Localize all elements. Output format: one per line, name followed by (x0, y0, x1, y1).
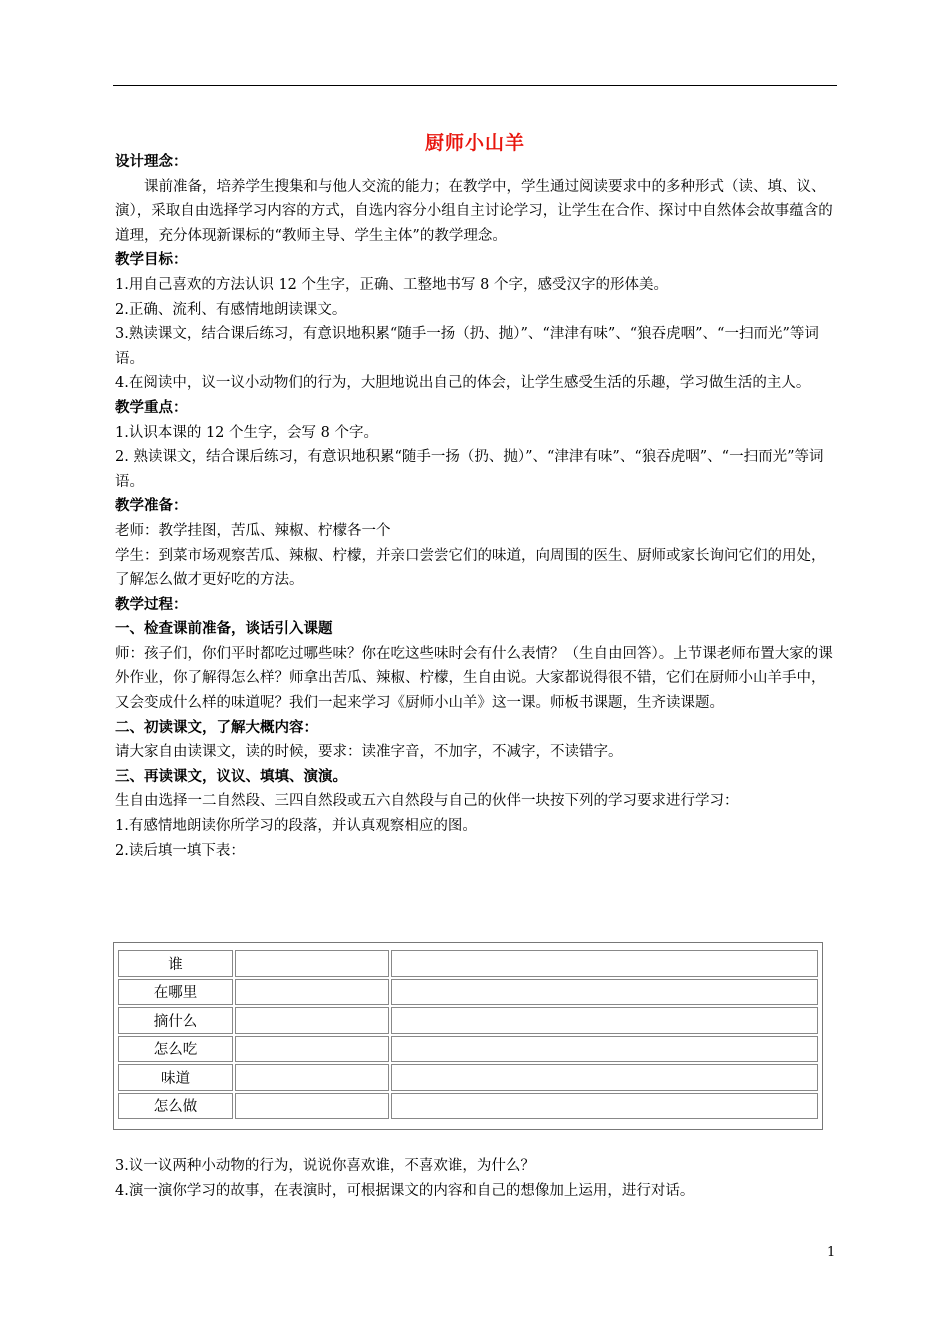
closing-items (115, 1154, 839, 1204)
goal-item: 3.熟读课文，结合课后练习，有意识地积累“随手一扬（扔、抛）”、“津津有味”、“狼吞虎咽”、“一扫而光”等词语。 (115, 326, 819, 367)
goal-item: 2.正确、流利、有感情地朗读课文。 (115, 301, 347, 318)
focus-item: 2. 熟读课文，结合课后练习，有意识地积累“随手一扬（扔、抛）”、“津津有味”、“狼吞虎咽”、“一扫而光”等词语。 (115, 449, 824, 490)
blank-cell (235, 1036, 389, 1063)
closing-line: 3.议一议两种小动物的行为，说说你喜欢谁，不喜欢谁，为什么？ (115, 1158, 535, 1174)
step3-heading: 三、再读课文，议议、填填、演演。 (115, 768, 347, 785)
table-row (118, 1093, 818, 1120)
step2-heading: 二、初读课文，了解大概内容： (115, 719, 318, 736)
table-row (118, 979, 818, 1006)
goals-heading: 教学目标： (115, 252, 188, 269)
goal-item: 1.用自己喜欢的方法认识 12 个生字，正确、工整地书写 8 个字，感受汉字的形体美。 (115, 276, 668, 293)
row-label: 怎么做 (118, 1093, 233, 1120)
blank-cell (391, 1007, 818, 1034)
fill-in-table-frame (113, 942, 823, 1130)
blank-cell (235, 979, 389, 1006)
blank-cell (391, 1036, 818, 1063)
blank-cell (391, 1064, 818, 1091)
blank-cell (235, 950, 389, 977)
step2-paragraph: 请大家自由读课文，读的时候，要求：读准字音，不加字，不减字，不读错字。 (115, 744, 623, 761)
table-row (118, 1007, 818, 1034)
focus-heading: 教学重点： (115, 399, 188, 416)
row-label: 摘什么 (118, 1007, 233, 1034)
header-rule (113, 85, 837, 86)
step3-line: 生自由选择一二自然段、三四自然段或五六自然段与自己的伙伴一块按下列的学习要求进行学习： (115, 793, 739, 810)
step1-paragraph: 师：孩子们，你们平时都吃过哪些味？你在吃这些味时会有什么表情？（生自由回答）。上节课老师布置大家的课外作业，你了解得怎么样？师拿出苦瓜、辣椒、柠檬，生自由说。大家都说得很不错，它们在厨师小山羊手中，又会变成什么样的味道呢？我们一起来学习《厨师小山羊》这一课。师板书课题，生齐读课题。 (115, 645, 833, 712)
blank-cell (391, 1093, 818, 1120)
step3-line: 2.读后填一填下表： (115, 842, 245, 859)
blank-cell (391, 979, 818, 1006)
row-label: 谁 (118, 950, 233, 977)
prep-item: 老师：教学挂图，苦瓜、辣椒、柠檬各一个 (115, 522, 391, 539)
blank-cell (391, 950, 818, 977)
step1-heading: 一、检查课前准备，谈话引入课题 (115, 621, 333, 638)
closing-line: 4.演一演你学习的故事，在表演时，可根据课文的内容和自己的想像加上运用，进行对话。 (115, 1183, 695, 1199)
fill-in-table (116, 948, 820, 1121)
table-row (118, 1036, 818, 1063)
document-body (115, 150, 839, 863)
prep-heading: 教学准备： (115, 498, 188, 515)
concept-heading: 设计理念： (115, 154, 188, 170)
page-number: 1 (827, 1245, 836, 1260)
focus-item: 1.认识本课的 12 个生字，会写 8 个字。 (115, 424, 378, 441)
blank-cell (235, 1007, 389, 1034)
document-title: 厨师小山羊 (424, 132, 525, 154)
blank-cell (235, 1064, 389, 1091)
concept-paragraph: 课前准备，培养学生搜集和与他人交流的能力；在教学中，学生通过阅读要求中的多种形式（读、填、议、演），采取自由选择学习内容的方式，自选内容分小组自主讨论学习，让学生在合作、探讨中自然体会故事蕴含的道理，充分体现新课标的“教师主导、学生主体”的教学理念。 (115, 178, 833, 244)
prep-item: 学生：到菜市场观察苦瓜、辣椒、柠檬，并亲口尝尝它们的味道，向周围的医生、厨师或家长询问它们的用处，了解怎么做才更好吃的方法。 (115, 547, 826, 589)
blank-cell (235, 1093, 389, 1120)
goal-item: 4.在阅读中，议一议小动物们的行为，大胆地说出自己的体会，让学生感受生活的乐趣，学习做生活的主人。 (115, 375, 811, 392)
table-row (118, 1064, 818, 1091)
step3-line: 1.有感情地朗读你所学习的段落，并认真观察相应的图。 (115, 818, 477, 835)
row-label: 味道 (118, 1064, 233, 1091)
row-label: 在哪里 (118, 979, 233, 1006)
table-row (118, 950, 818, 977)
process-heading: 教学过程： (115, 596, 188, 613)
row-label: 怎么吃 (118, 1036, 233, 1063)
